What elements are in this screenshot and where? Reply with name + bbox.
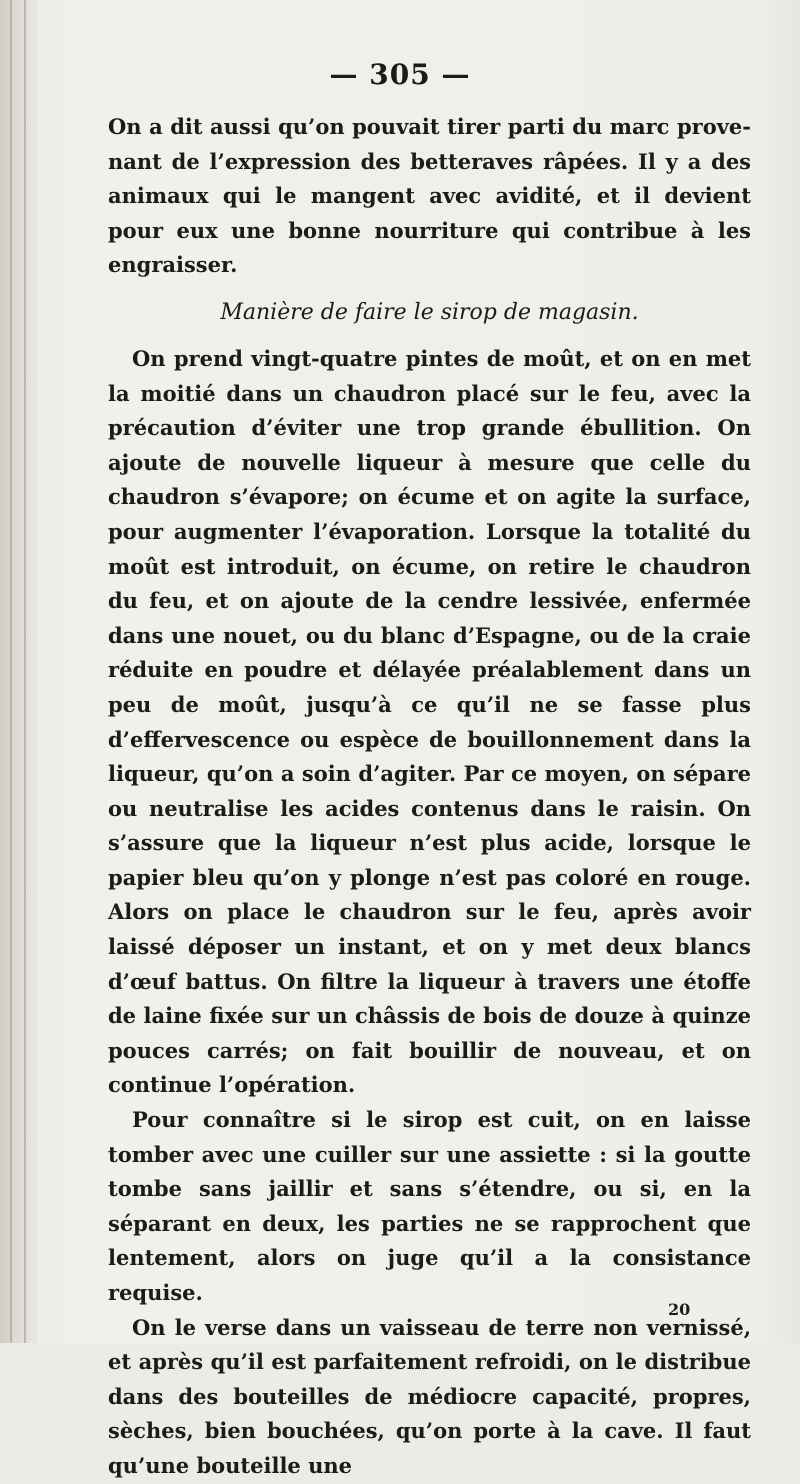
paragraph: On prend vingt-quatre pintes de moût, et on en met la moitié dans un chaudron placé sur le feu, avec la précaution d’éviter une trop grande ébullition. On ajoute de nouvelle liqueur à mesure que celle du chaudron s’évapore; on écume et on agite la surface, pour augmenter l’évaporation. Lorsque la totalité du moût est introduit, on écume, on retire le chaudron du feu, et on ajoute de la cendre lessivée, enfermée dans une nouet, ou du blanc d’Espagne, ou de la craie réduite en poudre et délayée préalablement dans un peu de moût, jusqu’à ce qu’il ne se fasse plus d’effervescence ou espèce de bouillonnement dans la liqueur, qu’on a soin d’agiter. Par ce moyen, on sépare ou neutralise les acides contenus dans le raisin. On s’assure que la liqueur n’est plus acide, lorsque le papier bleu qu’on y plonge n’est pas coloré en rouge. Alors on place le chaudron sur le feu, après avoir laissé déposer un instant, et on y met deux blancs d’œuf battus. On filtre la liqueur à travers une étoffe de laine fixée sur un châssis de bois de douze à quinze pouces carrés; on fait bouillir de nouveau, et on continue l’opération. [108, 345, 751, 1098]
section-heading: Manière de faire le sirop de magasin. [220, 299, 639, 325]
binding-line [24, 0, 26, 1343]
binding-line [10, 0, 12, 1343]
signature-mark: 20 [668, 1300, 691, 1319]
paragraph: On le verse dans un vaisseau de terre non vernissé, et après qu’il est parfaitement refroidi, on le distribue dans des bouteilles de médiocre capacité, propres, sèches, bien bouchées, qu’on porte à la cave. Il faut qu’une bouteille une [108, 1314, 751, 1478]
page-number: — 305 — [329, 58, 471, 91]
paragraph: On a dit aussi qu’on pouvait tirer parti du marc provenant de l’expression des betteraves râpées. Il y a des animaux qui le mangent avec avidité, et il devient pour eux une bonne nourriture qui contribue à les engraisser. [108, 114, 751, 278]
paragraph: Pour connaître si le sirop est cuit, on en laisse tomber avec une cuiller sur une assiette : si la goutte tombe sans jaillir et sans s’étendre, ou si, en la séparant en deux, les parties ne se rapprochent que lentement, alors on juge qu’il a la consistance requise. [108, 1107, 751, 1305]
binding-edge [0, 0, 38, 1343]
text-body [108, 110, 751, 1484]
